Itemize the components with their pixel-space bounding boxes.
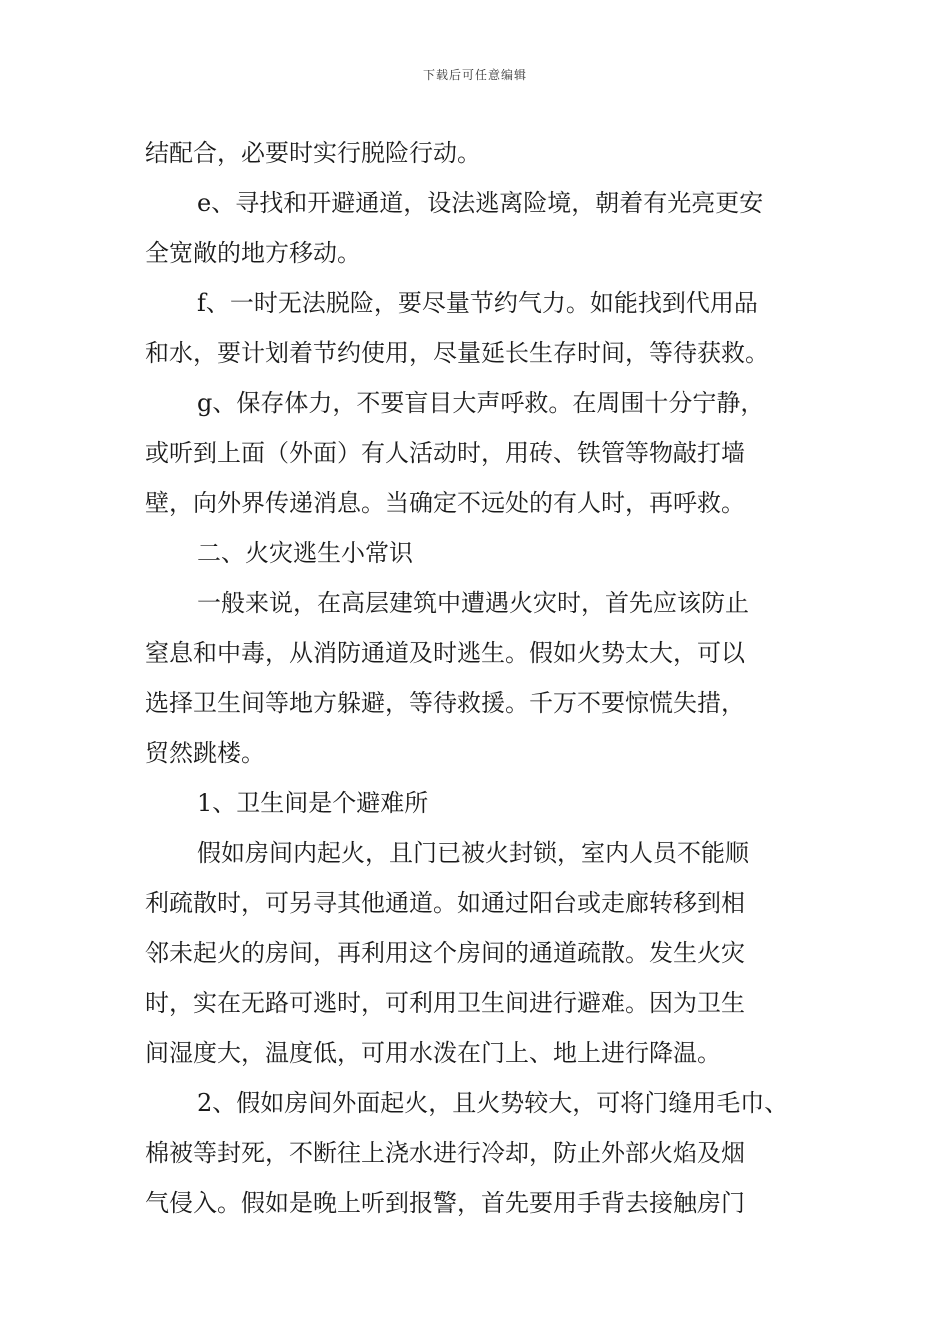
text-line: 棉被等封死，不断往上浇水进行冷却，防止外部火焰及烟 [145,1139,745,1167]
text-line: e、寻找和开避通道，设法逃离险境，朝着有光亮更安 [197,189,764,217]
text-line: 或听到上面（外面）有人活动时，用砖、铁管等物敲打墙 [145,439,745,467]
text-line: 气侵入。假如是晚上听到报警，首先要用手背去接触房门 [145,1189,745,1217]
text-line: 1、卫生间是个避难所 [197,789,429,817]
text-line: 壁，向外界传递消息。当确定不远处的有人时，再呼救。 [145,489,745,517]
text-line: f、一时无法脱险，要尽量节约气力。如能找到代用品 [197,289,758,317]
document-body [145,128,815,1228]
text-line: 一般来说，在高层建筑中遭遇火灾时，首先应该防止 [197,589,749,617]
text-line: 选择卫生间等地方躲避，等待救援。千万不要惊慌失措， [145,689,745,717]
text-line: 贸然跳楼。 [145,739,265,767]
text-line: 邻未起火的房间，再利用这个房间的通道疏散。发生火灾 [145,939,745,967]
page-header-note: 下载后可任意编辑 [422,68,527,82]
text-line: 时，实在无路可逃时，可利用卫生间进行避难。因为卫生 [145,989,745,1017]
text-line: 和水，要计划着节约使用，尽量延长生存时间，等待获救。 [145,339,769,367]
text-line: 全宽敞的地方移动。 [145,239,361,267]
text-line: 利疏散时，可另寻其他通道。如通过阳台或走廊转移到相 [145,889,745,917]
text-line: 2、假如房间外面起火，且火势较大，可将门缝用毛巾、 [197,1089,789,1117]
text-line: 间湿度大，温度低，可用水泼在门上、地上进行降温。 [145,1039,721,1067]
text-line: g、保存体力，不要盲目大声呼救。在周围十分宁静， [197,389,765,417]
text-line: 二、火灾逃生小常识 [197,539,413,567]
text-line: 假如房间内起火，且门已被火封锁，室内人员不能顺 [197,839,749,867]
text-line: 窒息和中毒，从消防通道及时逃生。假如火势太大，可以 [145,639,745,667]
text-line: 结配合，必要时实行脱险行动。 [145,139,481,167]
